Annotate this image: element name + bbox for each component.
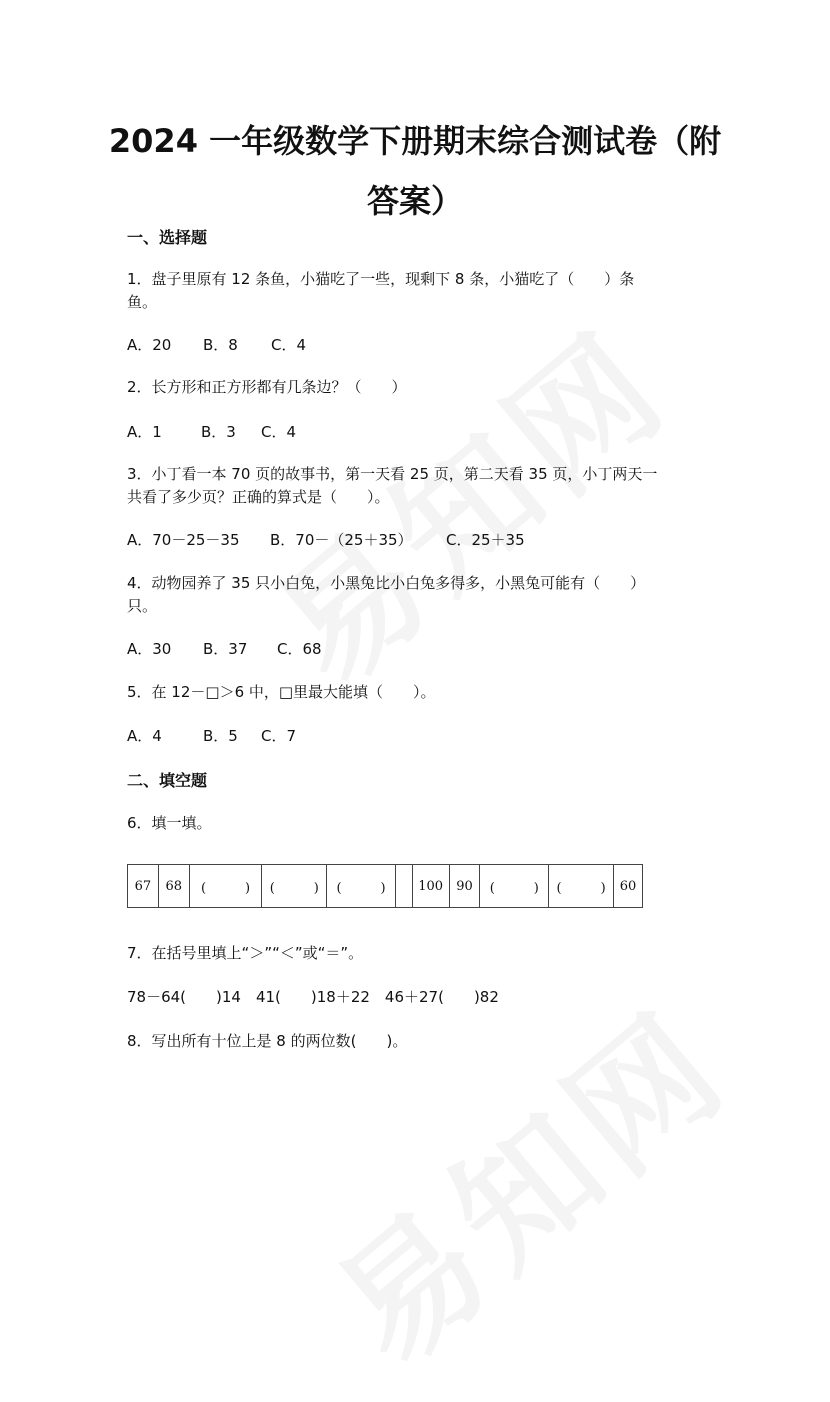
option-a: A．4 [127,727,162,745]
watermark-bottom [288,959,762,1402]
option-b: B．8 [203,336,238,354]
table-cell-blank[interactable]: ( ) [480,865,549,908]
table-cell-blank[interactable]: ( ) [327,865,396,908]
option-c: C．4 [261,423,297,441]
q7-expressions: 78－64( )14 41( )18＋22 46＋27( )82 [127,988,499,1006]
q1-text-cont: 鱼。 [127,293,158,311]
q2-text: 2．长方形和正方形都有几条边？（ ） [127,378,407,396]
option-a: A．20 [127,336,172,354]
table-cell: 60 [614,865,643,908]
q1-options [127,334,306,355]
option-c: C．4 [271,336,307,354]
q5-options [127,725,296,746]
table-cell-empty [395,865,412,908]
q1-text: 1．盘子里原有 12 条鱼，小猫吃了一些，现剩下 8 条，小猫吃了（ ）条 [127,270,635,288]
q6-text: 6．填一填。 [127,814,212,832]
number-sequence-table [127,864,643,908]
q2-options [127,421,296,442]
page-title-line2: 答案） [366,182,463,220]
table-row [128,865,643,908]
option-a: A．30 [127,640,172,658]
section-choice-heading: 一、选择题 [127,228,208,247]
option-c: C．25＋35 [446,531,525,549]
option-a: A．1 [127,423,162,441]
table-cell-blank[interactable]: ( ) [262,865,327,908]
q3-text: 3．小丁看一本 70 页的故事书，第一天看 25 页，第二天看 35 页，小丁两天一 [127,465,658,483]
q3-text-cont: 共看了多少页？正确的算式是（ ）。 [127,488,390,506]
q4-text-cont: 只。 [127,597,158,615]
table-cell-blank[interactable]: ( ) [189,865,262,908]
page-title-line1: 2024 一年级数学下册期末综合测试卷（附 [108,122,722,160]
option-a: A．70－25－35 [127,531,240,549]
option-b: B．70－（25＋35） [270,531,413,549]
option-b: B．5 [203,727,238,745]
section-fill-heading: 二、填空题 [127,771,208,790]
table-cell: 68 [158,865,189,908]
q4-text: 4．动物园养了 35 只小白兔，小黑兔比小白兔多得多，小黑兔可能有（ ） [127,574,646,592]
q8-text: 8．写出所有十位上是 8 的两位数( )。 [127,1032,408,1050]
q4-options [127,638,322,659]
option-b: B．3 [201,423,236,441]
option-b: B．37 [203,640,248,658]
q5-text: 5．在 12－□＞6 中，□里最大能填（ ）。 [127,683,436,701]
table-cell: 100 [412,865,449,908]
option-c: C．68 [277,640,322,658]
option-c: C．7 [261,727,297,745]
table-cell-blank[interactable]: ( ) [549,865,614,908]
table-cell: 67 [128,865,159,908]
table-cell: 90 [449,865,480,908]
q3-options [127,529,525,550]
q7-text: 7．在括号里填上“＞”“＜”或“＝”。 [127,944,364,962]
